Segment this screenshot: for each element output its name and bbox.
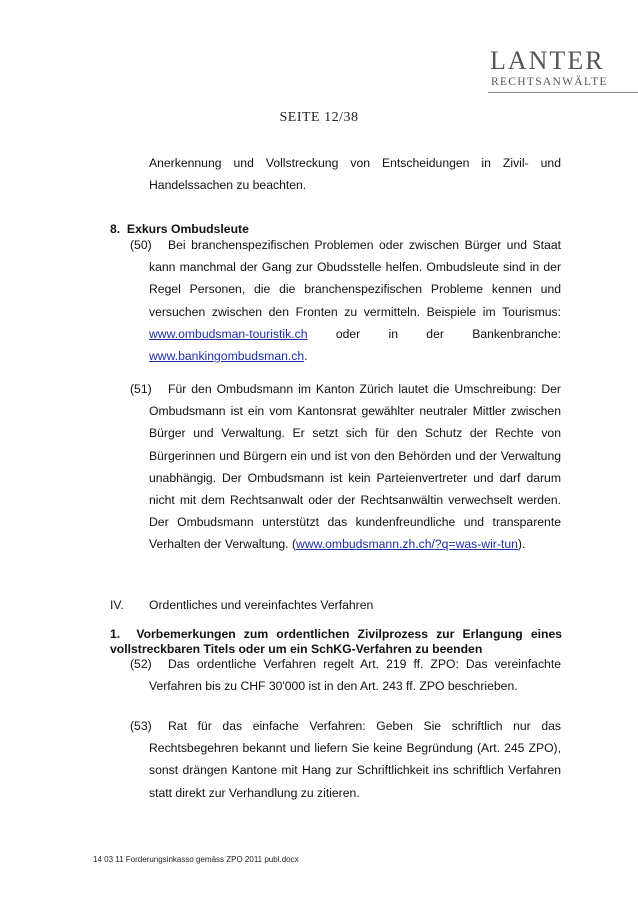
paragraph-51 <box>149 378 561 556</box>
paragraph-50 <box>149 234 561 367</box>
continuation-line-2: Handelssachen zu beachten. <box>149 178 307 193</box>
logo-name: LANTER <box>490 46 605 75</box>
paragraph-number-53: (53) <box>130 719 152 733</box>
logo-rule <box>488 92 638 93</box>
section-8-heading: 8. Exkurs Ombudsleute <box>110 222 249 236</box>
bankingombudsman-link[interactable]: www.bankingombudsman.ch <box>149 349 305 364</box>
paragraph-number-51: (51) <box>130 382 152 396</box>
paragraph-50-end: . <box>304 349 308 364</box>
paragraph-51-text: Für den Ombudsmann im Kanton Zürich lautet die Umschreibung: Der Ombudsmann ist ein vom Kantonsrat gewählter neutraler Mittler zwischen Bürger und Verwaltung. Er setzt sich für den Schutz der Rechte von Bürgerinnen und Bürgern ein und ist von den Behörden und der Verwaltung unabhängig. Der Ombudsmann ist kein Parteienvertreter und darf darum nicht mit dem Rechtsanwalt oder der Rechtsanwältin verwechselt werden. Der Ombudsmann unterstützt das kundenfreundliche und transparente Verhalten der Verwaltung. ( <box>149 382 561 552</box>
ombudsman-touristik-link[interactable]: www.ombudsman-touristik.ch <box>149 326 308 341</box>
continuation-paragraph <box>149 152 561 196</box>
paragraph-50-text: Bei branchenspezifischen Problemen oder zwischen Bürger und Staat kann manchmal der Gang zur Obudsstelle helfen. Ombudsleute sind in der Regel Personen, die die branchenspezifischen Probleme kennen und versuchen zwischen den Fronten zu vermitteln. Beispiele im Tourismus: <box>149 238 561 319</box>
ombudsmann-zh-link[interactable]: www.ombudsmann.zh.ch/?q=was-wir-tun <box>296 537 518 552</box>
page-label: SEITE 12/38 <box>279 110 359 125</box>
paragraph-53: Rat für das einfache Verfahren: Geben Sie schriftlich nur das Rechtsbegehren bekannt und liefern Sie keine Begründung (Art. 245 ZPO), sonst drängen Kantone mit Hang zur Schriftlichkeit ins schriftlich Verfahren statt direkt zur Verhandlung zu zitieren. <box>149 719 561 800</box>
section-iv-title: Ordentliches und vereinfachtes Verfahren <box>149 598 374 612</box>
paragraph-50-text-b: oder in der Bankenbranche: <box>335 326 561 341</box>
footer-filename: 14 03 11 Forderungsinkasso gemäss ZPO 2011 publ.docx <box>93 855 299 864</box>
paragraph-52: Das ordentliche Verfahren regelt Art. 219 ff. ZPO: Das vereinfachte Verfahren bis zu CHF 30'000 ist in den Art. 243 ff. ZPO beschrieben. <box>149 657 561 694</box>
continuation-line-1: Anerkennung und Vollstreckung von Entscheidungen in Zivil- und <box>149 156 561 170</box>
section-iv-number: IV. <box>110 598 124 612</box>
section-1-heading: 1. Vorbemerkungen zum ordentlichen Zivilprozess zur Erlangung eines vollstreckbaren Titels oder um ein SchKG-Verfahren zu beenden <box>110 627 562 656</box>
logo-subtitle: RECHTSANWÄLTE <box>491 76 608 88</box>
paragraph-number-50: (50) <box>130 238 152 252</box>
paragraph-51-end: ). <box>517 537 526 552</box>
paragraph-number-52: (52) <box>130 657 152 671</box>
firm-logo <box>488 48 638 93</box>
